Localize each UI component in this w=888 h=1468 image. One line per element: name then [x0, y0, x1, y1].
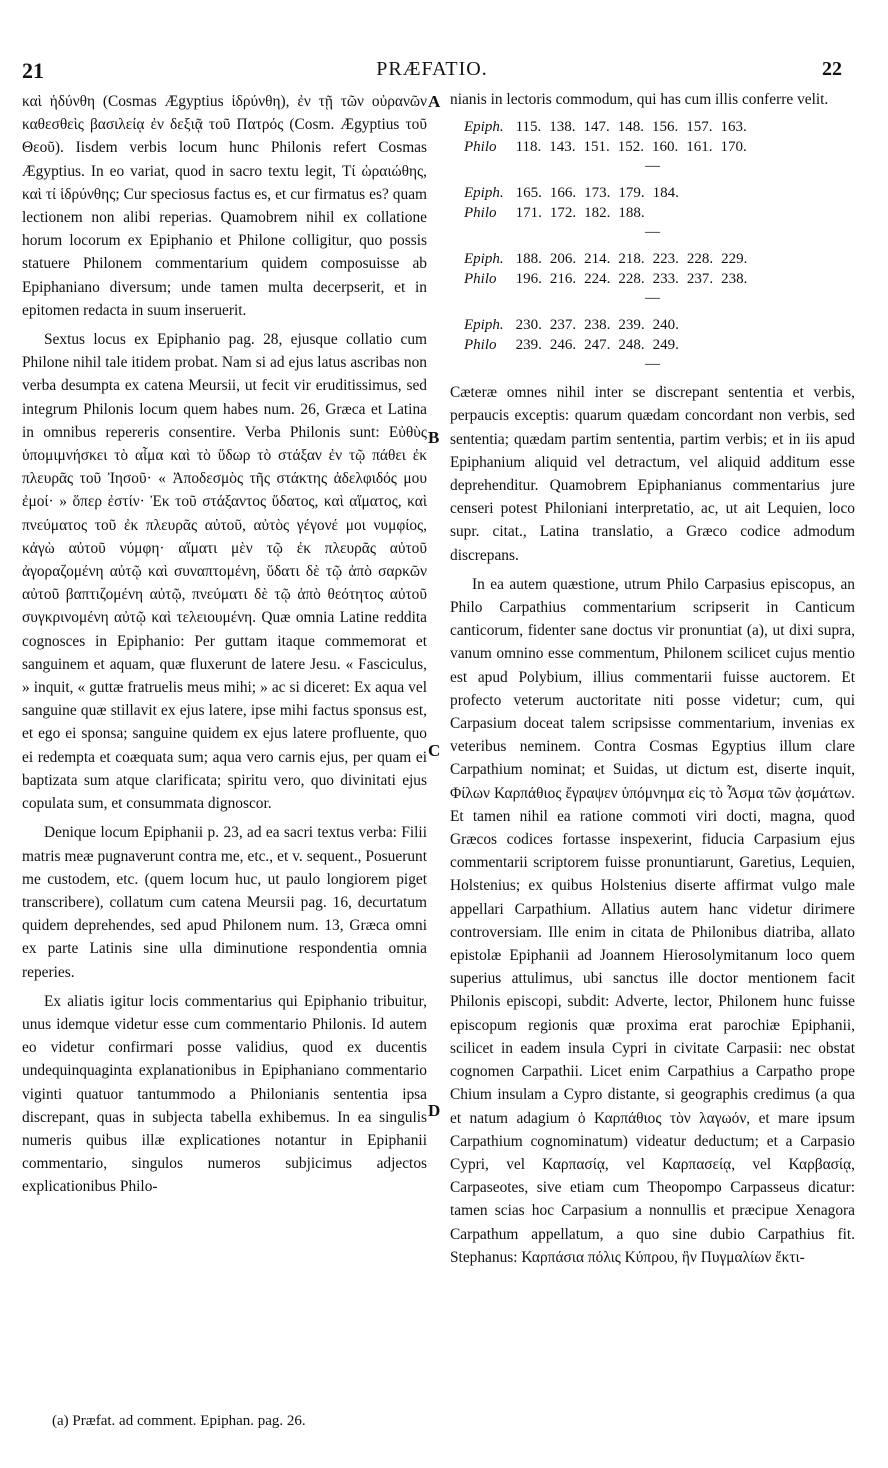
separator-dash: —	[645, 224, 660, 241]
table-cell: 228.	[686, 251, 714, 268]
paragraph: Cæteræ omnes nihil inter se discrepant sententia et verbis, perpaucis exceptis: quarum quædam concordant non verbis, sed sententia; quædam partim sententia, partim verbis; et in iis apud Epiphanium aliquid vel detractum, vel aliquid additum esse deprehenditur. Quamobrem Epiphanianus commentarius jure censeri potest Philoniani interpretatio, ac, ut ait Lequien, loco supr. citat., Latina translatio, a Græco codice admodum discrepans.	[450, 384, 855, 564]
table-group	[450, 249, 855, 307]
table-cell: 182.	[584, 205, 611, 222]
table-cell: 223.	[652, 251, 679, 268]
table-cell: 224.	[584, 271, 611, 288]
table-cell: 233.	[652, 271, 679, 288]
table-cell: 163.	[720, 119, 747, 136]
table-cell: 138.	[549, 119, 576, 136]
table-row-philo	[464, 203, 687, 223]
table-cell: 151.	[583, 139, 610, 156]
table-cell: 179.	[618, 185, 645, 202]
table-cell: 170.	[720, 139, 747, 156]
table-cell: 238.	[584, 317, 611, 334]
table-cell: 160.	[652, 139, 679, 156]
table-cell: 216.	[549, 271, 577, 288]
page-header	[22, 58, 842, 88]
table-cell: 247.	[584, 337, 611, 354]
page-number-left: 21	[22, 58, 44, 83]
table-cell: 148.	[617, 119, 645, 136]
table-cell: 214.	[584, 251, 611, 268]
separator-dash: —	[645, 290, 660, 307]
margin-letter-d: D	[428, 1101, 441, 1120]
table-cell: 218.	[618, 251, 645, 268]
paragraph: Ex aliatis igitur locis commentarius qui Epiphanio tribuitur, unus idemque videtur esse cum commentario Philonis. Id autem eo videtur confirmari posse validius, quod ex ducentis undequinquaginta explanationibus in Epiphaniano commentario viginti quatuor tantummodo a Philonianis sententia ipsa discrepant, quas in subjecta tabella exhibemus. In ea singulis numeris quibus illæ explicationes notantur in Epiphanii commentario, singulos numeros subjicimus adjectos explicationibus Philo-	[22, 992, 427, 1196]
table-cell: 228.	[618, 271, 645, 288]
table-group-rows	[464, 183, 687, 223]
table-cell: 118.	[515, 139, 542, 156]
row-label: Philo	[464, 271, 497, 288]
margin-letter-a: A	[428, 92, 441, 111]
table-cell: 237.	[549, 317, 577, 334]
right-column	[450, 88, 855, 1275]
row-label: Epiph.	[464, 185, 504, 202]
table-row-philo	[464, 137, 755, 157]
table-cell: 240.	[652, 317, 679, 334]
running-title: PRÆFATIO.	[376, 58, 488, 80]
table-cell: 246.	[549, 337, 577, 354]
left-column	[22, 90, 427, 1205]
table-cell: 173.	[584, 185, 611, 202]
table-row-epiph	[464, 183, 687, 203]
table-cell: 239.	[515, 337, 542, 354]
table-cell: 165.	[515, 185, 542, 202]
paragraph: Denique locum Epiphanii p. 23, ad ea sacri textus verba: Filii matris meæ pugnaverunt contra me, etc., et v. sequent., Posuerunt me custodem, etc. (quem locum huc, ut paulo longiorem piget transcribere), collatum cum catena Meursii pag. 16, decurtatum quidem deprehendes, sed apud Philonem num. 13, Græca omni ex parte Latinis sine ulla diminutione respondentia omnia reperies.	[22, 824, 427, 981]
table-group	[450, 315, 855, 373]
paragraph: In ea autem quæstione, utrum Philo Carpasius episcopus, an Philo Carpathius commentarium scripserit in Canticum canticorum, fidenter sane doctus vir pronuntiat (a), ut dixi supra, vanum omnino esse commentum, Philonem scilicet cujus mentio est apud Polybium, illius commentarii fuisse auctorem. Et profecto veterum auctoritate niti posse videtur; cum, qui Carpasium doceat talem scripsisse commentarium, invenias ex veteribus neminem. Contra Cosmas Egyptius illum clare Carpathium nominat; et Suidas, ut dictum est, diserte inquit, Φίλων Καρπάθιος ἔγραψεν ὑπόμνημα εἰς τὸ Ἆσμα τῶν ᾀσμάτων. Et tamen nihil ea ratione commoti viri docti, magna, quod Græcos codices fortasse inspexerint, fiducia Carpasium ejus commentarii scriptorem fuisse pronuntiarunt, Garetius, Lequien, Holstenius; ex quibus Holstenius diserte affirmat vulgo male appellari Carpathium. Allatius autem hanc videtur dirimere controversiam. Ille enim in citata de Philonibus diatriba, allato epistolæ Epiphanii ad Joannem Hierosolymitanum loco quem superius attulimus, ubi sanctus ille doctor mentionem facit Philonis episcopi, subdit: Adverte, lector, Philonem hunc fuisse episcopum regionis quæ proxima erat parochiæ Epiphanii, scilicet in eadem insula Cypri in civitate Carpasii: nec obstat cognomen Carpathii. Licet enim Carpathius a Carpatho prope Chium insulam a Cypro distante, si geographis credimus (a qua et natum adagium ὁ Καρπάθιος τὸν λαγωόν, et mare ipsum Carpathium cognominatum) videatur deductum; et a Carpasio Cypri, vel Καρπασίᾳ, vel Καρπασείᾳ, vel Καρβασίᾳ, Carpaseotes, sive etiam cum Theopompo Carpasseus dicatur: tamen scias hoc Carpasium a nonnullis et præcipue Xenagora Carpathum appellatum, a quo sine dubio Carpathius fit. Stephanus: Καρπάσια πόλις Κύπρου, ἣν Πυγμαλίων ἔκτι-	[450, 575, 855, 1266]
concordance-table	[450, 117, 855, 373]
table-group-rows	[464, 249, 755, 289]
table-cell: 161.	[686, 139, 713, 156]
row-label: Philo	[464, 205, 497, 222]
table-group	[450, 183, 855, 241]
row-label: Philo	[464, 139, 497, 156]
footnote: (a) Præfat. ad comment. Epiphan. pag. 26.	[52, 1413, 306, 1429]
table-cell: 143.	[549, 139, 576, 156]
table-cell: 229.	[721, 251, 748, 268]
paragraph: nianis in lectoris commodum, qui has cum illis conferre velit.	[450, 91, 829, 108]
table-cell: 166.	[549, 185, 577, 202]
table-cell: 157.	[686, 119, 713, 136]
table-cell: 152.	[617, 139, 645, 156]
margin-letter-b: B	[428, 428, 440, 447]
paragraph: καὶ ἡδύνθη (Cosmas Ægyptius ἱδρύνθη), ἐν τῇ τῶν οὐρανῶν καθεσθεὶς βασιλείᾳ ἐν δεξιᾷ τοῦ Πατρός (Cosm. Ægyptius τοῦ Θεοῦ). Iisdem verbis locum hunc Philonis refert Cosmas Ægyptius. In eo variat, quod in sacro textu legit, Τί ὡραιώθης, καὶ τί ἱδρύνθης; Cur speciosus factus es, et cur firmatus es? quam lectionem non alibi reperias. Quamobrem nihil ex collatione horum locorum ex Epiphanio et Philone colligitur, quo possis statuere Philonem commentarium quidem composuisse ab Epiphaniano diversum; unde tamen multa decerpserit, et in epitomen redacta in suum inseruerit.	[22, 93, 427, 319]
separator-dash: —	[645, 158, 660, 175]
table-cell: 184.	[652, 185, 679, 202]
table-cell: 171.	[515, 205, 542, 222]
table-cell: 196.	[515, 271, 542, 288]
table-cell: 237.	[686, 271, 714, 288]
row-label: Epiph.	[464, 119, 504, 136]
table-row-epiph	[464, 315, 687, 335]
table-row-philo	[464, 335, 687, 355]
table-cell: 188.	[515, 251, 542, 268]
row-label: Epiph.	[464, 317, 504, 334]
table-cell: 206.	[549, 251, 577, 268]
row-label: Philo	[464, 337, 497, 354]
margin-letter-c: C	[428, 741, 441, 760]
table-cell: 115.	[515, 119, 542, 136]
table-row-philo	[464, 269, 755, 289]
row-label: Epiph.	[464, 251, 504, 268]
table-group	[450, 117, 855, 175]
table-cell: 156.	[652, 119, 679, 136]
page-number-right: 22	[822, 58, 842, 80]
table-row-epiph	[464, 249, 755, 269]
separator-dash: —	[645, 356, 660, 373]
table-cell: 172.	[549, 205, 577, 222]
table-cell: 147.	[583, 119, 610, 136]
table-cell: 188.	[618, 205, 645, 222]
table-cell: 230.	[515, 317, 542, 334]
paragraph: Sextus locus ex Epiphanio pag. 28, ejusque collatio cum Philone nihil tale itidem probat. Nam si ad ejus latus ascribas non verba desumpta ex catena Meursii, ut fecit vir eruditissimus, sed integrum Philonis locum quem habes num. 26, Græca et Latina in omnibus repereris consentire. Verba Philonis sunt: Εὐθὺς ὑπομιμνήσκει τὸ αἷμα καὶ τὸ ὕδωρ τὸ στάξαν ἐν τῷ πάθει ἐκ πλευρᾶς τοῦ Ἰησοῦ· « Ἀποδεσμὸς τῆς στάκτης ἀδελφιδός μου ἐμοί· » ὅπερ ἐστίν· Ἐκ τοῦ στάξαντος ὕδατος, καὶ αἵματος, καὶ πνεύματος τοῦ ἐκ πλευρᾶς αὐτοῦ, αὐτὸς γέγονέ μοι νυμφίος, κἀγὼ αὐτοῦ νύμφη· αἵματι μὲν τῷ ἐκ πλευρᾶς αὐτοῦ ἀγοραζομένη αὐτῷ καὶ συναπτομένη, ὕδατι δὲ τῷ ἀπὸ σαρκῶν αὐτοῦ βαπτιζομένη αὐτῷ, πνεύματι δὲ τῷ ἀπὸ θεότητος αὐτοῦ συγκρινομένη αὐτῷ καὶ τελειουμένη. Quæ omnia Latine reddita cognosces in Epiphanio: Per guttam itaque commemorat et sanguinem et aquam, quæ fluxerunt de latere Jesu. « Fasciculus, » inquit, « guttæ fratruelis meus mihi; » ac si diceret: Ex aqua vel sanguine quæ stillavit ex ejus latere, ipse mihi factus sponsus est, et ego ei sponsa; sanguine quidem ex ejus latere profluente, quo ei redempta et coæquata sum; aqua vero carnis ejus, per quam ei baptizata sum atque clarificata; spiritu vero, quo divinitati ejus copulata sum, et consummata dignoscor.	[22, 331, 427, 813]
table-cell: 249.	[652, 337, 679, 354]
table-group-rows	[464, 117, 755, 157]
table-group-rows	[464, 315, 687, 355]
table-cell: 248.	[618, 337, 645, 354]
table-cell: 238.	[721, 271, 748, 288]
table-row-epiph	[464, 117, 755, 137]
table-cell: 239.	[618, 317, 645, 334]
